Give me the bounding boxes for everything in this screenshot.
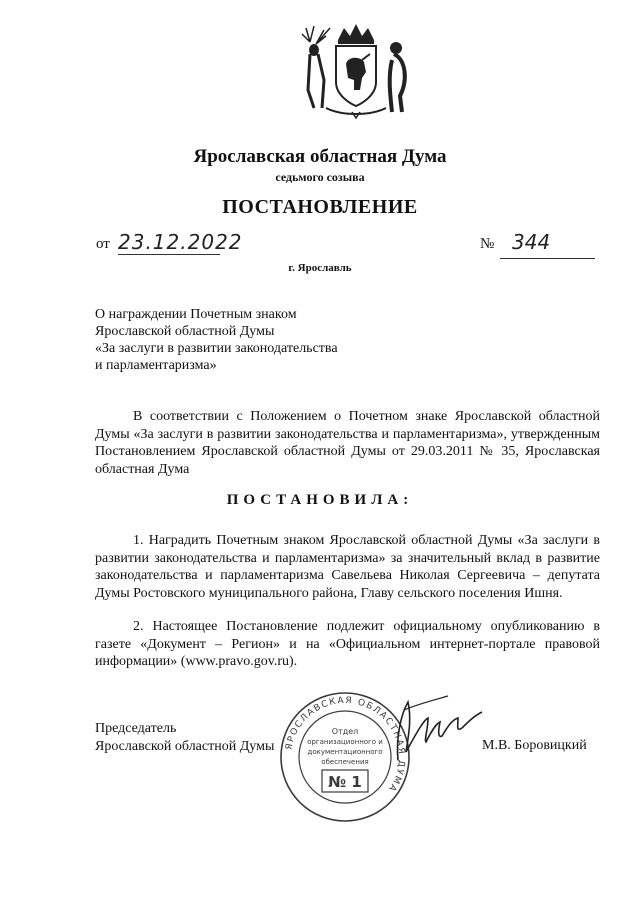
date-underline — [118, 254, 220, 255]
resolution-item-2: 2. Настоящее Постановление подлежит официальному опубликованию в газете «Документ – Регион» и на «Официальном интернет-портале правовой информации» (www.pravo.gov.ru). — [95, 619, 600, 669]
document-subject — [95, 306, 395, 374]
organization-name: Ярославская областная Дума — [193, 146, 447, 167]
city-label: г. Ярославль — [288, 262, 352, 274]
subject-line: Ярославской областной Думы — [95, 324, 275, 339]
stamp-text: организационного и — [307, 738, 383, 746]
document-number: 344 — [512, 230, 551, 254]
subject-line: О награждении Почетным знаком — [95, 307, 297, 322]
coat-of-arms-icon — [296, 20, 416, 120]
stamp-text: обеспечения — [321, 758, 369, 766]
stamp-text: Отдел — [331, 727, 359, 736]
chairman-title-line: Ярославской областной Думы — [95, 739, 275, 754]
number-underline — [500, 258, 595, 259]
convocation-label: седьмого созыва — [275, 170, 365, 184]
date-label: от — [96, 236, 110, 252]
stamp-number: № 1 — [328, 773, 362, 791]
chairman-name: М.В. Боровицкий — [482, 738, 587, 753]
resolved-heading: ПОСТАНОВИЛА: — [226, 492, 414, 508]
subject-line: «За заслуги в развитии законодательства — [95, 341, 338, 356]
chairman-title-line: Председатель — [95, 721, 177, 736]
subject-line: и парламентаризма» — [95, 358, 217, 373]
stamp-text: документационного — [307, 748, 383, 756]
chairman-title — [95, 720, 274, 756]
stamp-ring-text: ЯРОСЛАВСКАЯ ОБЛАСТНАЯ ДУМА — [284, 695, 407, 794]
number-label: № — [480, 236, 495, 252]
document-date: 23.12.2022 — [118, 230, 243, 254]
resolution-item-1: 1. Наградить Почетным знаком Ярославской областной Думы «За заслуги в развитии законодательства и парламентаризма» за значительный вклад в развитие законодательства и парламентаризма Савельева Николая Сергеевича – депутата Думы Ростовского муниципального района, Главу сельского поселения Ишня. — [95, 533, 600, 601]
document-type-heading: ПОСТАНОВЛЕНИЕ — [222, 196, 418, 218]
preamble-paragraph: В соответствии с Положением о Почетном знаке Ярославской областной Думы «За заслуги в развитии законодательства и парламентаризма», утвержденным Постановлением Ярославской областной Думы от 29.03.2011 № 35, Ярославская областная Дума — [95, 409, 600, 477]
handwritten-signature-icon — [378, 690, 488, 770]
